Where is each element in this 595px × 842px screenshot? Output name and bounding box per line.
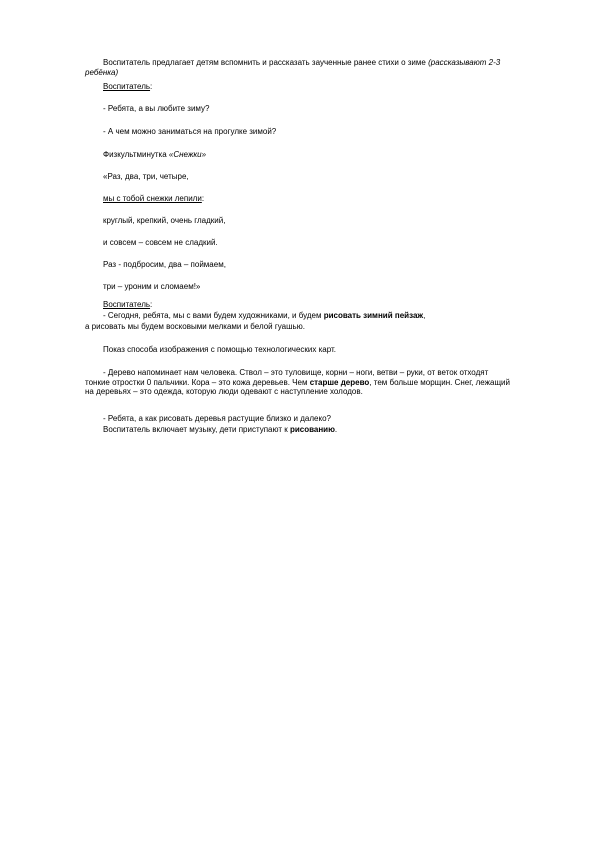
question-2: - А чем можно заниматься на прогулке зимой?: [103, 127, 277, 136]
older-tree-phrase: старше дерево: [309, 377, 370, 387]
poem-line-5: Раз - подбросим, два – поймаем,: [103, 260, 226, 269]
intro-text: Воспитатель предлагает детям вспомнить и рассказать заученные ранее стихи о зиме: [103, 58, 429, 67]
tree-description-end: , тем больше морщин. Снег, лежащий на деревьях – это одежда, которую люди одевают с наступление холодов.: [85, 377, 510, 397]
tree-description-paragraph: [85, 368, 515, 397]
poem-line-2: [103, 194, 204, 204]
physical-exercise-title: «Снежки»: [168, 150, 207, 159]
poem-line-3: круглый, крепкий, очень гладкий,: [103, 216, 226, 225]
teacher-speech-comma: ,: [423, 311, 426, 320]
poem-line-4: и совсем – совсем не сладкий.: [103, 238, 218, 247]
tree-description-text: - Дерево напоминает нам человека. Ствол – это туловище, корни – ноги, ветви – руки, от веток отходят тонкие отростки 0 пальчики. Кора – это кожа деревьев. Чем: [85, 368, 489, 387]
teacher-label: Воспитатель: [103, 82, 151, 91]
question-3: - Ребята, а как рисовать деревья растущие близко и далеко?: [103, 414, 331, 423]
poem-line-2-text: мы с тобой снежки лепили: [103, 194, 202, 203]
music-period: .: [334, 425, 338, 434]
music-paragraph: [103, 425, 337, 435]
poem-line-1: «Раз, два, три, четыре,: [103, 172, 189, 181]
question-1: - Ребята, а вы любите зиму?: [103, 104, 210, 113]
teacher-label-line-2: [103, 300, 152, 310]
teacher-label-2: Воспитатель: [103, 300, 151, 309]
demonstration-paragraph: Показ способа изображения с помощью технологических карт.: [103, 345, 336, 354]
intro-italic-note: (рассказывают 2-3 ребёнка): [85, 58, 501, 77]
poem-line-2-colon: :: [201, 194, 205, 203]
teacher-speech-text: - Сегодня, ребята, мы с вами будем художниками, и будем: [103, 311, 324, 320]
physical-exercise-label: Физкультминутка: [103, 150, 169, 159]
drawing-word: рисованию: [289, 425, 335, 434]
teacher-speech-line-2: а рисовать мы будем восковыми мелками и белой гуашью.: [85, 322, 305, 331]
physical-exercise-heading: [103, 150, 206, 160]
intro-paragraph: [85, 58, 515, 77]
lesson-topic: рисовать зимний пейзаж: [323, 311, 424, 320]
teacher-colon-2: :: [150, 300, 153, 309]
teacher-label-line-1: [103, 82, 152, 92]
music-text: Воспитатель включает музыку, дети приступают к: [103, 425, 290, 434]
teacher-speech-line-1: [103, 311, 425, 321]
teacher-colon: :: [150, 82, 153, 91]
poem-line-6: три – уроним и сломаем!»: [103, 282, 201, 291]
